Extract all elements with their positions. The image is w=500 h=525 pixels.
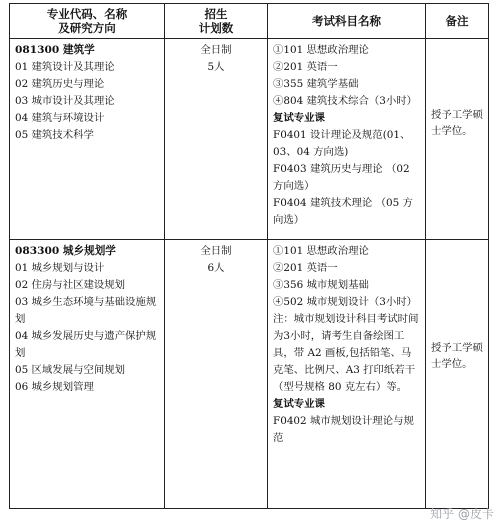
plan-count: 5人 xyxy=(207,61,225,73)
exam-item: ②201 英语一 xyxy=(273,61,338,73)
header-plan xyxy=(165,4,268,39)
header-plan-line2: 计划数 xyxy=(198,21,234,35)
exam-item: ①101 思想政治理论 xyxy=(273,44,369,56)
direction-item: 04 城乡发展历史与遗产保护规划 xyxy=(15,330,157,359)
direction-item: 01 建筑设计及其理论 xyxy=(15,61,115,73)
plan-count: 6人 xyxy=(207,262,225,274)
exam-item: F0402 城市规划设计理论与规范 xyxy=(273,415,414,444)
exam-item: ①101 思想政治理论 xyxy=(273,245,369,257)
exam-cell xyxy=(268,39,426,240)
exam-subject-table xyxy=(9,3,489,509)
major-cell xyxy=(10,39,165,240)
watermark: 知乎 @皮卡 xyxy=(430,507,494,521)
plan-type: 全日制 xyxy=(200,245,232,257)
plan-type: 全日制 xyxy=(200,44,232,56)
retest-heading: 复试专业课 xyxy=(273,112,325,124)
retest-heading: 复试专业课 xyxy=(273,398,325,410)
exam-item: F0401 设计理论及规范(01、03、04 方向选) xyxy=(273,129,411,158)
table-row xyxy=(10,240,489,509)
exam-note: 注：城市规划设计科目考试时间为3小时，请考生自备绘图工具，带 A2 画板,包括铅笔、马克笔、比例尺、A3 打印纸若干（型号规格 80 克左右）等。 xyxy=(273,313,419,393)
header-plan-line1: 招生 xyxy=(204,7,228,21)
direction-item: 02 住房与社区建设规划 xyxy=(15,279,126,291)
header-note: 备注 xyxy=(426,4,489,39)
direction-item: 04 建筑与环境设计 xyxy=(15,112,105,124)
plan-cell xyxy=(165,39,268,240)
direction-item: 06 城乡规划管理 xyxy=(15,381,94,393)
header-major-line1: 专业代码、名称 xyxy=(46,7,128,21)
exam-item: ④804 建筑技术综合（3小时） xyxy=(273,95,418,107)
table-row xyxy=(10,39,489,240)
direction-item: 05 建筑技术科学 xyxy=(15,129,94,141)
direction-item: 01 城乡规划与设计 xyxy=(15,262,105,274)
header-row xyxy=(10,4,489,39)
exam-item: ④502 城市规划设计（3小时） xyxy=(273,296,418,308)
header-exam: 考试科目名称 xyxy=(268,4,426,39)
exam-item: ③355 建筑学基础 xyxy=(273,78,359,90)
direction-item: 03 城市设计及其理论 xyxy=(15,95,115,107)
major-title: 081300 建筑学 xyxy=(15,44,95,56)
exam-item: F0404 建筑技术理论 （05 方向选） xyxy=(273,197,413,226)
major-title: 083300 城乡规划学 xyxy=(15,245,116,257)
note-cell xyxy=(426,240,489,509)
plan-cell xyxy=(165,240,268,509)
note-text: 授予工学硕士学位。 xyxy=(431,109,483,137)
header-major-line2: 及研究方向 xyxy=(58,21,116,35)
direction-item: 02 建筑历史与理论 xyxy=(15,78,105,90)
major-cell xyxy=(10,240,165,509)
direction-item: 05 区域发展与空间规划 xyxy=(15,364,126,376)
exam-item: ②201 英语一 xyxy=(273,262,338,274)
note-cell xyxy=(426,39,489,240)
direction-item: 03 城乡生态环境与基础设施规划 xyxy=(15,296,157,325)
header-major xyxy=(10,4,165,39)
exam-cell xyxy=(268,240,426,509)
exam-item: ③356 城市规划基础 xyxy=(273,279,369,291)
note-text: 授予工学硕士学位。 xyxy=(431,342,483,370)
exam-item: F0403 建筑历史与理论 （02 方向选） xyxy=(273,163,410,192)
